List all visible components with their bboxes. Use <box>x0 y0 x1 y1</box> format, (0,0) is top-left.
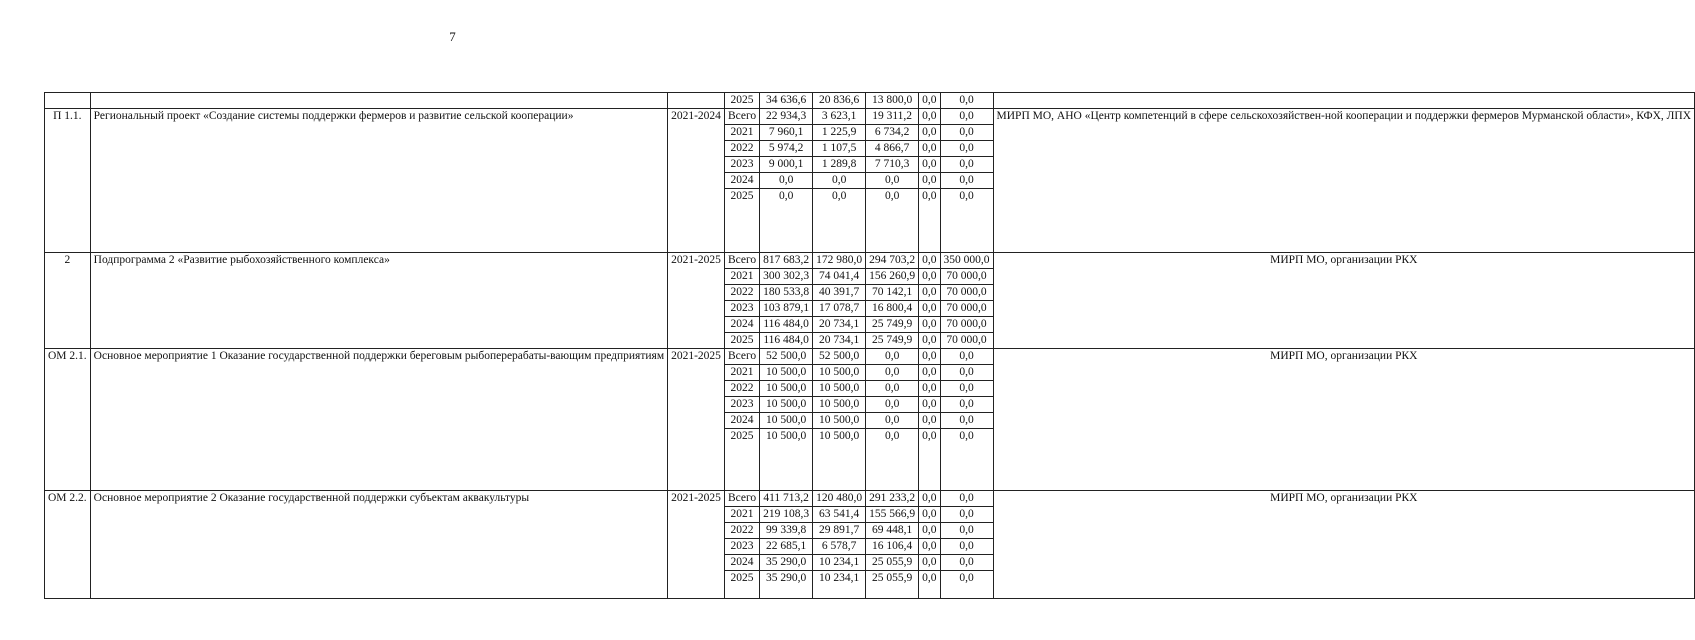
value-cell: 10 500,0 <box>760 381 813 397</box>
value-cell: 0,0 <box>919 507 940 523</box>
value-cell: 0,0 <box>919 365 940 381</box>
value-cell: 0,0 <box>813 189 866 253</box>
section-name: Подпрограмма 2 «Развитие рыбохозяйственного комплекса» <box>90 253 667 349</box>
value-cell: 70 000,0 <box>940 285 993 301</box>
year-cell: 2024 <box>724 317 759 333</box>
section-code: ОМ 2.2. <box>45 491 91 599</box>
value-cell: 35 290,0 <box>760 555 813 571</box>
year-cell: 2025 <box>724 333 759 349</box>
value-cell: 0,0 <box>919 397 940 413</box>
value-cell: 99 339,8 <box>760 523 813 539</box>
year-cell: 2025 <box>724 571 759 599</box>
value-cell: 10 500,0 <box>760 397 813 413</box>
value-cell: 120 480,0 <box>813 491 866 507</box>
value-cell: 69 448,1 <box>866 523 919 539</box>
value-cell: 0,0 <box>940 413 993 429</box>
value-cell: 0,0 <box>919 189 940 253</box>
value-cell: 291 233,2 <box>866 491 919 507</box>
value-cell: 10 234,1 <box>813 571 866 599</box>
value-cell: 180 533,8 <box>760 285 813 301</box>
year-cell: 2023 <box>724 301 759 317</box>
value-cell: 0,0 <box>919 413 940 429</box>
value-cell: 0,0 <box>919 269 940 285</box>
year-cell: 2022 <box>724 523 759 539</box>
value-cell: 0,0 <box>919 555 940 571</box>
year-cell: 2023 <box>724 397 759 413</box>
year-cell: 2023 <box>724 539 759 555</box>
value-cell: 156 260,9 <box>866 269 919 285</box>
value-cell: 0,0 <box>760 173 813 189</box>
value-cell: 70 000,0 <box>940 301 993 317</box>
section-period: 2021-2025 <box>668 349 725 491</box>
value-cell: 0,0 <box>940 507 993 523</box>
value-cell: 0,0 <box>866 381 919 397</box>
value-cell: 155 566,9 <box>866 507 919 523</box>
value-cell: 0,0 <box>940 93 993 109</box>
value-cell: 52 500,0 <box>760 349 813 365</box>
section-executor: МИРП МО, АНО «Центр компетенций в сфере сельскохозяйствен-ной кооперации и поддержки фермеров Мурманской области», КФХ, ЛПХ <box>993 109 1695 253</box>
value-cell: 6 578,7 <box>813 539 866 555</box>
value-cell: 0,0 <box>866 413 919 429</box>
year-cell: 2024 <box>724 413 759 429</box>
value-cell: 16 800,4 <box>866 301 919 317</box>
value-cell: 34 636,6 <box>760 93 813 109</box>
year-cell: 2025 <box>724 189 759 253</box>
executor-cell <box>993 93 1695 109</box>
value-cell: 0,0 <box>919 523 940 539</box>
section-executor: МИРП МО, организации РКХ <box>993 491 1695 599</box>
value-cell: 20 734,1 <box>813 317 866 333</box>
value-cell: 0,0 <box>940 397 993 413</box>
section-period: 2021-2025 <box>668 491 725 599</box>
year-cell: 2022 <box>724 381 759 397</box>
value-cell: 0,0 <box>866 173 919 189</box>
section-period: 2021-2024 <box>668 109 725 253</box>
value-cell: 0,0 <box>940 109 993 125</box>
year-cell: Всего <box>724 253 759 269</box>
value-cell: 0,0 <box>919 157 940 173</box>
value-cell: 0,0 <box>940 157 993 173</box>
value-cell: 20 836,6 <box>813 93 866 109</box>
value-cell: 35 290,0 <box>760 571 813 599</box>
value-cell: 25 749,9 <box>866 333 919 349</box>
section-name: Основное мероприятие 2 Оказание государственной поддержки субъектам аквакультуры <box>90 491 667 599</box>
value-cell: 1 225,9 <box>813 125 866 141</box>
year-cell: 2022 <box>724 285 759 301</box>
value-cell: 6 734,2 <box>866 125 919 141</box>
value-cell: 300 302,3 <box>760 269 813 285</box>
table-row <box>45 109 1695 125</box>
value-cell: 29 891,7 <box>813 523 866 539</box>
page-number: 7 <box>449 29 456 44</box>
value-cell: 17 078,7 <box>813 301 866 317</box>
value-cell: 0,0 <box>940 125 993 141</box>
value-cell: 219 108,3 <box>760 507 813 523</box>
value-cell: 10 500,0 <box>813 429 866 491</box>
value-cell: 0,0 <box>940 365 993 381</box>
value-cell: 0,0 <box>919 571 940 599</box>
value-cell: 0,0 <box>866 349 919 365</box>
value-cell: 0,0 <box>919 333 940 349</box>
section-name: Основное мероприятие 1 Оказание государственной поддержки береговым рыбоперерабаты-вающим предприятиям <box>90 349 667 491</box>
value-cell: 0,0 <box>919 125 940 141</box>
value-cell: 0,0 <box>760 189 813 253</box>
value-cell: 74 041,4 <box>813 269 866 285</box>
value-cell: 0,0 <box>866 397 919 413</box>
value-cell: 63 541,4 <box>813 507 866 523</box>
value-cell: 0,0 <box>940 523 993 539</box>
value-cell: 0,0 <box>813 173 866 189</box>
value-cell: 22 934,3 <box>760 109 813 125</box>
value-cell: 0,0 <box>919 381 940 397</box>
code-cell <box>45 93 91 109</box>
value-cell: 19 311,2 <box>866 109 919 125</box>
value-cell: 1 107,5 <box>813 141 866 157</box>
value-cell: 0,0 <box>866 429 919 491</box>
year-cell: 2025 <box>724 429 759 491</box>
value-cell: 0,0 <box>919 173 940 189</box>
name-cell <box>90 93 667 109</box>
value-cell: 116 484,0 <box>760 317 813 333</box>
value-cell: 52 500,0 <box>813 349 866 365</box>
year-cell: 2021 <box>724 507 759 523</box>
value-cell: 1 289,8 <box>813 157 866 173</box>
section-executor: МИРП МО, организации РКХ <box>993 349 1695 491</box>
section-code: 2 <box>45 253 91 349</box>
year-cell: Всего <box>724 349 759 365</box>
value-cell: 10 500,0 <box>760 365 813 381</box>
section-name: Региональный проект «Создание системы поддержки фермеров и развитие сельской кооперации» <box>90 109 667 253</box>
table-row <box>45 93 1695 109</box>
value-cell: 22 685,1 <box>760 539 813 555</box>
value-cell: 0,0 <box>866 189 919 253</box>
value-cell: 10 234,1 <box>813 555 866 571</box>
table-row <box>45 349 1695 365</box>
value-cell: 25 055,9 <box>866 571 919 599</box>
value-cell: 0,0 <box>940 571 993 599</box>
value-cell: 0,0 <box>866 365 919 381</box>
value-cell: 0,0 <box>940 555 993 571</box>
year-cell: 2025 <box>724 93 759 109</box>
value-cell: 0,0 <box>940 539 993 555</box>
value-cell: 3 623,1 <box>813 109 866 125</box>
value-cell: 0,0 <box>940 173 993 189</box>
value-cell: 10 500,0 <box>813 397 866 413</box>
value-cell: 70 000,0 <box>940 317 993 333</box>
value-cell: 10 500,0 <box>813 381 866 397</box>
year-cell: Всего <box>724 491 759 507</box>
value-cell: 0,0 <box>919 539 940 555</box>
year-cell: 2024 <box>724 555 759 571</box>
value-cell: 70 142,1 <box>866 285 919 301</box>
value-cell: 10 500,0 <box>760 429 813 491</box>
year-cell: 2022 <box>724 141 759 157</box>
value-cell: 13 800,0 <box>866 93 919 109</box>
value-cell: 0,0 <box>919 253 940 269</box>
value-cell: 116 484,0 <box>760 333 813 349</box>
value-cell: 10 500,0 <box>813 365 866 381</box>
value-cell: 16 106,4 <box>866 539 919 555</box>
value-cell: 0,0 <box>940 349 993 365</box>
value-cell: 25 055,9 <box>866 555 919 571</box>
value-cell: 411 713,2 <box>760 491 813 507</box>
year-cell: 2021 <box>724 365 759 381</box>
budget-table <box>44 92 1695 599</box>
value-cell: 20 734,1 <box>813 333 866 349</box>
section-executor: МИРП МО, организации РКХ <box>993 253 1695 349</box>
value-cell: 0,0 <box>940 429 993 491</box>
value-cell: 0,0 <box>919 141 940 157</box>
value-cell: 0,0 <box>940 491 993 507</box>
value-cell: 817 683,2 <box>760 253 813 269</box>
value-cell: 0,0 <box>919 301 940 317</box>
section-code: П 1.1. <box>45 109 91 253</box>
value-cell: 172 980,0 <box>813 253 866 269</box>
value-cell: 5 974,2 <box>760 141 813 157</box>
table-row <box>45 491 1695 507</box>
year-cell: 2024 <box>724 173 759 189</box>
value-cell: 0,0 <box>919 429 940 491</box>
value-cell: 0,0 <box>940 141 993 157</box>
value-cell: 0,0 <box>919 491 940 507</box>
value-cell: 0,0 <box>919 285 940 301</box>
year-cell: Всего <box>724 109 759 125</box>
value-cell: 70 000,0 <box>940 269 993 285</box>
value-cell: 350 000,0 <box>940 253 993 269</box>
value-cell: 103 879,1 <box>760 301 813 317</box>
value-cell: 0,0 <box>919 93 940 109</box>
value-cell: 0,0 <box>919 317 940 333</box>
value-cell: 294 703,2 <box>866 253 919 269</box>
value-cell: 0,0 <box>919 109 940 125</box>
value-cell: 0,0 <box>940 189 993 253</box>
value-cell: 25 749,9 <box>866 317 919 333</box>
section-period: 2021-2025 <box>668 253 725 349</box>
value-cell: 10 500,0 <box>813 413 866 429</box>
table-row <box>45 253 1695 269</box>
value-cell: 4 866,7 <box>866 141 919 157</box>
value-cell: 0,0 <box>940 381 993 397</box>
value-cell: 0,0 <box>919 349 940 365</box>
section-code: ОМ 2.1. <box>45 349 91 491</box>
value-cell: 10 500,0 <box>760 413 813 429</box>
value-cell: 40 391,7 <box>813 285 866 301</box>
value-cell: 7 710,3 <box>866 157 919 173</box>
period-cell <box>668 93 725 109</box>
year-cell: 2023 <box>724 157 759 173</box>
value-cell: 70 000,0 <box>940 333 993 349</box>
year-cell: 2021 <box>724 125 759 141</box>
value-cell: 9 000,1 <box>760 157 813 173</box>
year-cell: 2021 <box>724 269 759 285</box>
value-cell: 7 960,1 <box>760 125 813 141</box>
